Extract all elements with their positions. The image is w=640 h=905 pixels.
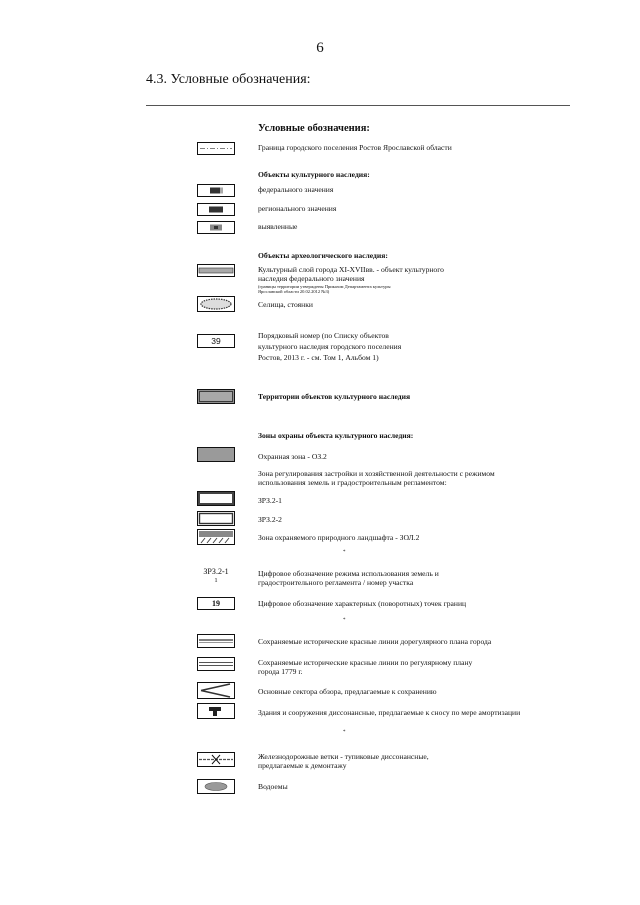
heritage-federal-label: федерального значения	[258, 185, 334, 194]
zrz-1-label: ЗРЗ.2-1	[258, 496, 282, 505]
code-line2: градостроительного регламента / номер участка	[258, 578, 414, 587]
separator-bullet: *	[343, 550, 346, 555]
section-title: 4.3. Условные обозначения:	[146, 72, 311, 87]
zones-heading: Зоны охраны объекта культурного наследия:	[258, 431, 414, 440]
dissonant-building-symbol	[197, 703, 235, 719]
corner-point-symbol: 19	[197, 597, 235, 610]
water-body-symbol	[197, 779, 235, 794]
cultural-layer-note-line1: (границы территории утверждены Приказом Департамента культуры	[258, 284, 391, 289]
red-lines-regular-line1: Сохраняемые исторические красные линии по регулярному плану	[258, 658, 473, 667]
code-line1: Цифровое обозначение режима использования земель и	[258, 569, 439, 578]
cultural-layer-line1: Культурный слой города XI-XVIIвв. - объект культурного	[258, 265, 444, 274]
zrz-2-symbol	[197, 511, 235, 526]
protection-zone-symbol	[197, 447, 235, 462]
ordinal-number-symbol: 39	[197, 334, 235, 348]
landscape-zone-symbol	[197, 529, 235, 545]
cultural-layer-note-line2: Ярославской области 20.02.2012 №3)	[258, 289, 330, 294]
settlement-symbol	[197, 296, 235, 312]
red-lines-regular-symbol	[197, 657, 235, 671]
divider	[146, 105, 570, 106]
ordinal-line1: Порядковый номер (по Списку объектов	[258, 331, 389, 340]
dissonant-building-label: Здания и сооружения диссонансные, предлагаемые к сносу по мере амортизации	[258, 708, 521, 717]
heritage-identified-symbol	[197, 221, 235, 234]
settlement-label: Селища, стоянки	[258, 300, 313, 309]
page-number: 6	[316, 40, 324, 56]
separator-bullet: *	[343, 618, 346, 623]
protection-zone-label: Охранная зона - ОЗ.2	[258, 452, 327, 461]
cultural-layer-line2: наследия федерального значения	[258, 274, 365, 283]
ordinal-line3: Ростов, 2013 г. - см. Том 1, Альбом 1)	[258, 353, 379, 362]
code-symbol-line2: 1	[214, 577, 218, 584]
code-symbol-line1: ЗРЗ.2-1	[203, 567, 229, 576]
red-lines-irregular-symbol	[197, 634, 235, 648]
zrz-2-label: ЗРЗ.2-2	[258, 515, 282, 524]
landscape-zone-label: Зона охраняемого природного ландшафта - ЗОЛ.2	[258, 533, 420, 542]
separator-bullet: *	[343, 730, 346, 735]
rail-spur-line2: предлагаемые к демонтажу	[258, 761, 347, 770]
red-lines-regular-line2: города 1779 г.	[258, 667, 303, 676]
boundary-label: Граница городского поселения Ростов Ярославской области	[258, 143, 452, 152]
heritage-heading: Объекты культурного наследия:	[258, 170, 370, 179]
heritage-federal-symbol	[197, 184, 235, 197]
territory-heading: Территории объектов культурного наследия	[258, 392, 411, 401]
territory-symbol	[197, 389, 235, 404]
rail-spur-symbol	[197, 752, 235, 767]
heritage-identified-label: выявленные	[258, 222, 298, 231]
legend-title: Условные обозначения:	[258, 123, 370, 134]
rail-spur-line1: Железнодорожные ветки - тупиковые диссонансные,	[258, 752, 429, 761]
water-body-label: Водоемы	[258, 782, 288, 791]
view-sector-symbol	[197, 682, 235, 699]
corner-point-label: Цифровое обозначение характерных (поворотных) точек границ	[258, 599, 467, 608]
archaeo-heading: Объекты археологического наследия:	[258, 251, 388, 260]
regulation-zone-line2: использования земель и градостроительным регламентом:	[258, 478, 447, 487]
zrz-1-symbol	[197, 491, 235, 506]
heritage-regional-label: регионального значения	[258, 204, 337, 213]
regulation-zone-line1: Зона регулирования застройки и хозяйственной деятельности с режимом	[258, 469, 495, 478]
boundary-symbol	[197, 142, 235, 155]
cultural-layer-symbol	[197, 264, 235, 277]
ordinal-line2: культурного наследия городского поселения	[258, 342, 402, 351]
red-lines-irregular-label: Сохраняемые исторические красные линии дорегулярного плана города	[258, 637, 492, 646]
view-sector-label: Основные сектора обзора, предлагаемые к сохранению	[258, 687, 437, 696]
heritage-regional-symbol	[197, 203, 235, 216]
